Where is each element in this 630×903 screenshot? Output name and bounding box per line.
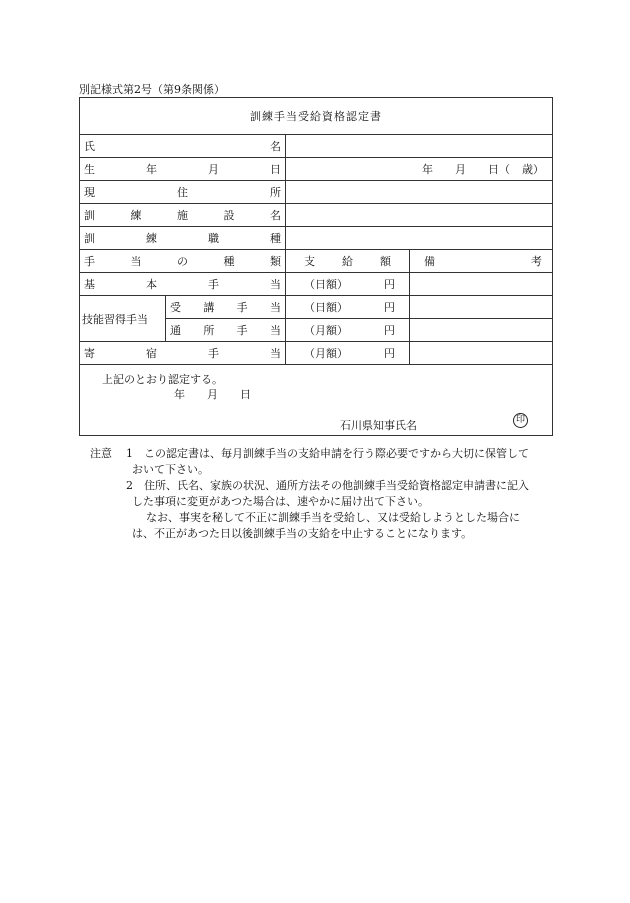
facility-label: 訓 練 施 設 名 [80,204,286,227]
birth-label: 生 年 月 日 [80,158,286,181]
note-1-line-2: おいて下さい。 [132,463,209,476]
note-1-line-1: この認定書は、毎月訓練手当の支給申請を行う際必要ですから大切に保管して [144,447,529,460]
lecture-allowance-amount: （日額） 円 [286,296,410,319]
skill-allowance-group: 技能習得手当 [80,296,166,342]
job-value [286,227,553,250]
facility-value [286,204,553,227]
job-label: 訓 練 職 種 [80,227,286,250]
certificate-table [79,97,553,436]
board-allowance-amount: （月額） 円 [286,342,410,365]
header-remarks: 備 考 [410,250,553,273]
board-allowance-label: 寄 宿 手 当 [80,342,286,365]
commute-allowance-remarks [410,319,553,342]
address-value [286,181,553,204]
basic-allowance-amount: （日額） 円 [286,273,410,296]
seal-mark: 印 [513,413,528,428]
certification-block [80,365,553,436]
certification-text: 上記のとおり認定する。 [102,373,223,386]
certification-date: 年 月 日 [174,388,251,401]
commute-allowance-label: 通 所 手 当 [166,319,286,342]
note-2-line-2: した事項に変更があつた場合は、速やかに届け出て下さい。 [132,495,429,508]
board-allowance-remarks [410,342,553,365]
notes-section [90,446,560,542]
lecture-allowance-label: 受 講 手 当 [166,296,286,319]
name-label: 氏 名 [80,135,286,158]
header-amount: 支 給 額 [286,250,410,273]
name-value [286,135,553,158]
notes-label: 注意 [90,447,112,460]
note-2-line-1: 住所、氏名、家族の状況、通所方法その他訓練手当受給資格認定申請書に記入 [144,479,529,492]
note-1-number: 1 [126,447,133,460]
header-type: 手 当 の 種 類 [80,250,286,273]
commute-allowance-amount: （月額） 円 [286,319,410,342]
basic-allowance-label: 基 本 手 当 [80,273,286,296]
note-2-number: 2 [126,479,133,492]
signer-label: 石川県知事氏名 [340,419,417,432]
address-label: 現 住 所 [80,181,286,204]
basic-allowance-remarks [410,273,553,296]
form-caption: 別記様式第2号（第9条関係） [79,83,225,96]
form-title: 訓練手当受給資格認定書 [80,98,553,135]
birth-value: 年 月 日（ 歳） [286,158,553,181]
note-2-line-4: は、不正があつた日以後訓練手当の支給を中止することになります。 [132,527,473,540]
note-2-line-3: なお、事実を秘して不正に訓練手当を受給し、又は受給しようとした場合に [146,511,520,524]
lecture-allowance-remarks [410,296,553,319]
